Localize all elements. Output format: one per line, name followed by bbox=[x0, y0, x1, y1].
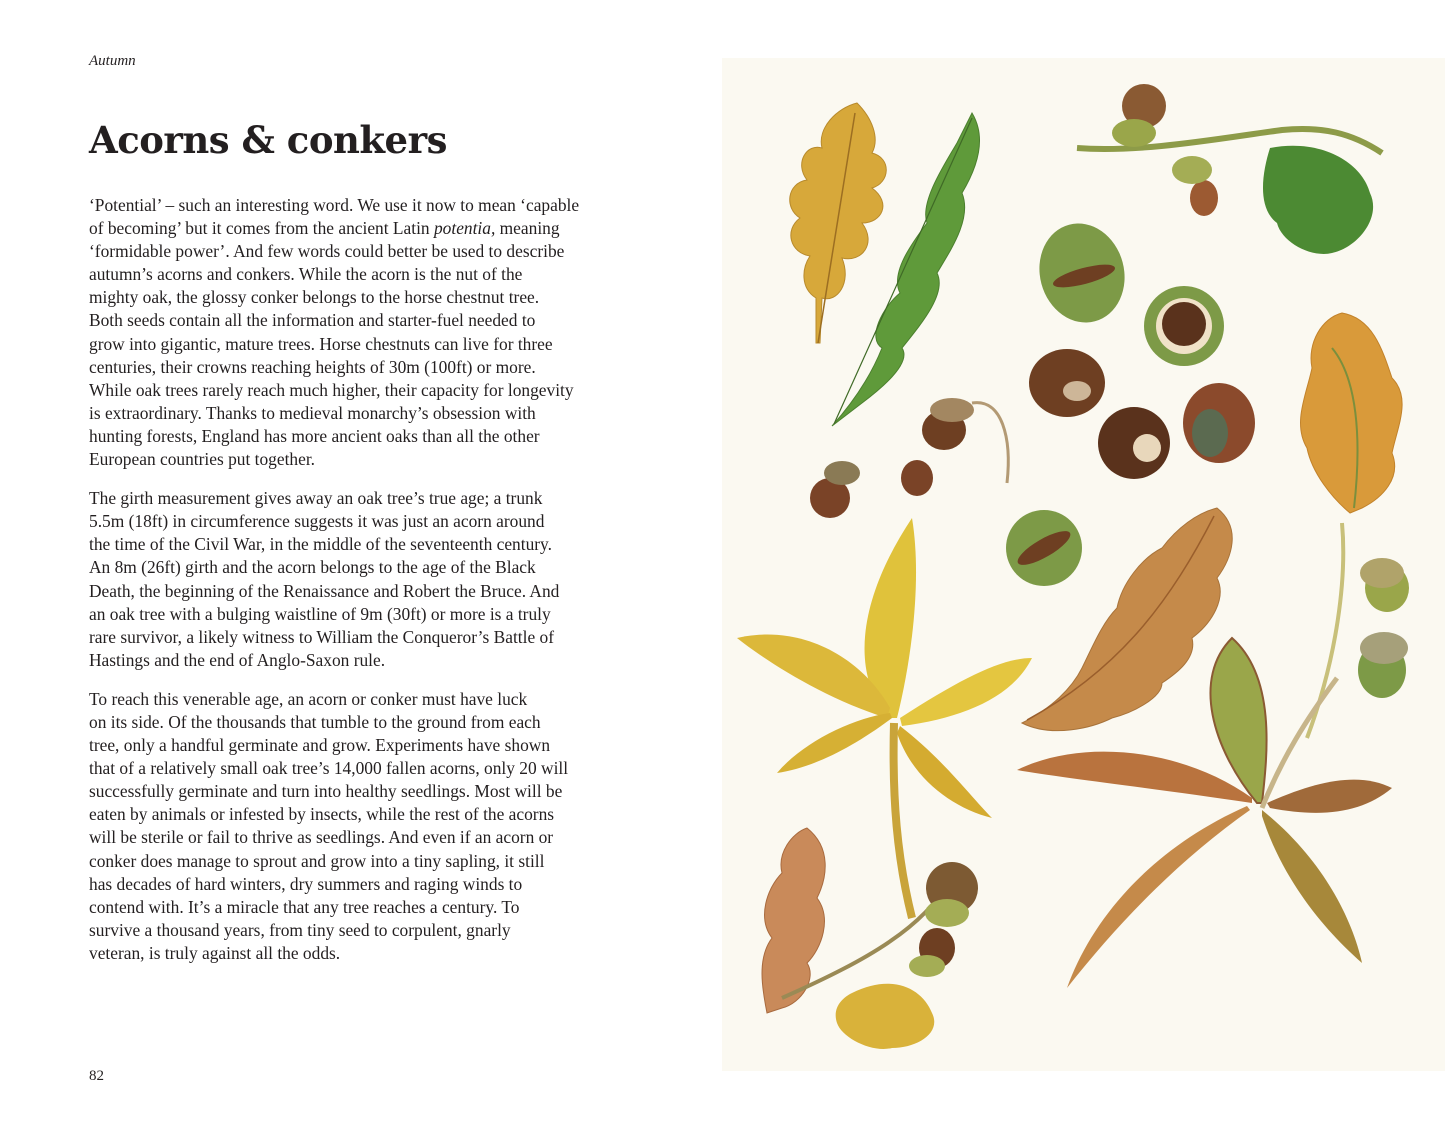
text-line bbox=[89, 626, 609, 649]
text-run: grow into gigantic, mature trees. Horse chestnuts can live for three bbox=[89, 333, 553, 354]
text-line bbox=[89, 896, 609, 919]
text-line bbox=[89, 448, 609, 471]
text-run: meaning bbox=[495, 218, 560, 239]
oak-sprig-with-acorns bbox=[762, 828, 978, 1049]
body-paragraph bbox=[89, 487, 609, 672]
text-run: Death, the beginning of the Renaissance and Robert the Bruce. And bbox=[89, 580, 560, 601]
text-run: on its side. Of the thousands that tumble to the ground from each bbox=[89, 711, 541, 732]
text-line bbox=[89, 688, 609, 711]
text-run: is extraordinary. Thanks to medieval monarchy’s obsession with bbox=[89, 402, 536, 423]
text-run: has decades of hard winters, dry summers and raging winds to bbox=[89, 873, 523, 894]
text-run: veteran, is truly against all the odds. bbox=[89, 942, 341, 963]
text-run: An 8m (26ft) girth and the acorn belongs to the age of the Black bbox=[89, 557, 536, 578]
text-run: survive a thousand years, from tiny seed to corpulent, gnarly bbox=[89, 919, 511, 940]
text-line bbox=[89, 402, 609, 425]
text-line bbox=[89, 286, 609, 309]
text-run: tree, only a handful germinate and grow. Experiments have shown bbox=[89, 735, 551, 756]
page-number: 82 bbox=[89, 1068, 104, 1084]
text-run: Hastings and the end of Anglo-Saxon rule. bbox=[89, 649, 386, 670]
text-line bbox=[89, 425, 609, 448]
text-line bbox=[89, 556, 609, 579]
text-line bbox=[89, 649, 609, 672]
text-run: centuries, their crowns reaching heights of 30m (100ft) or more. bbox=[89, 356, 536, 377]
text-line bbox=[89, 603, 609, 626]
text-line bbox=[89, 580, 609, 603]
text-line bbox=[89, 873, 609, 896]
text-line bbox=[89, 533, 609, 556]
text-run: contend with. It’s a miracle that any tree reaches a century. To bbox=[89, 896, 520, 917]
text-line bbox=[89, 734, 609, 757]
text-run: successfully germinate and turn into healthy seedlings. Most will be bbox=[89, 781, 563, 802]
text-line bbox=[89, 711, 609, 734]
text-line bbox=[89, 850, 609, 873]
text-line bbox=[89, 333, 609, 356]
text-run: Both seeds contain all the information and starter-fuel needed to bbox=[89, 310, 536, 331]
text-run: mighty oak, the glossy conker belongs to the horse chestnut tree. bbox=[89, 287, 540, 308]
text-line bbox=[89, 309, 609, 332]
article-body bbox=[89, 194, 609, 981]
text-run: will be sterile or fail to thrive as seedlings. And even if an acorn or bbox=[89, 827, 554, 848]
text-run: rare survivor, a likely witness to William the Conqueror’s Battle of bbox=[89, 626, 554, 647]
text-run: European countries put together. bbox=[89, 449, 316, 470]
body-paragraph bbox=[89, 194, 609, 471]
text-run: autumn’s acorns and conkers. While the acorn is the nut of the bbox=[89, 264, 523, 285]
text-line bbox=[89, 919, 609, 942]
text-run: conker does manage to sprout and grow into a tiny sapling, it still bbox=[89, 850, 545, 871]
text-line bbox=[89, 826, 609, 849]
text-run: While oak trees rarely reach much higher, their capacity for longevity bbox=[89, 379, 574, 400]
body-paragraph bbox=[89, 688, 609, 965]
text-line bbox=[89, 194, 609, 217]
text-run: 5.5m (18ft) in circumference suggests it was just an acorn around bbox=[89, 511, 545, 532]
text-line bbox=[89, 263, 609, 286]
text-run: ‘formidable power’. And few words could better be used to describe bbox=[89, 241, 565, 262]
botanical-illustration bbox=[722, 58, 1445, 1071]
text-run: the time of the Civil War, in the middle of the seventeenth century. bbox=[89, 534, 552, 555]
text-run: of becoming’ but it comes from the ancient Latin bbox=[89, 218, 434, 239]
text-run: To reach this venerable age, an acorn or conker must have luck bbox=[89, 688, 528, 709]
text-line bbox=[89, 487, 609, 510]
yellow-oak-leaf bbox=[790, 103, 887, 343]
text-line bbox=[89, 379, 609, 402]
text-line bbox=[89, 942, 609, 965]
text-run: The girth measurement gives away an oak tree’s true age; a trunk bbox=[89, 488, 543, 509]
orange-oak-leaf bbox=[1301, 313, 1403, 513]
text-run: ‘Potential’ – such an interesting word. We use it now to mean ‘capable bbox=[89, 195, 580, 215]
text-run: an oak tree with a bulging waistline of 9m (30ft) or more is a truly bbox=[89, 603, 551, 624]
text-line bbox=[89, 510, 609, 533]
running-head: Autumn bbox=[89, 53, 136, 69]
page-title: Acorns & conkers bbox=[89, 118, 447, 162]
text-run: eaten by animals or infested by insects, while the rest of the acorns bbox=[89, 804, 555, 825]
text-line bbox=[89, 217, 609, 240]
text-line bbox=[89, 803, 609, 826]
text-line bbox=[89, 757, 609, 780]
text-run: that of a relatively small oak tree’s 14,000 fallen acorns, only 20 will bbox=[89, 758, 569, 779]
text-run: hunting forests, England has more ancient oaks than all the other bbox=[89, 425, 540, 446]
text-line bbox=[89, 356, 609, 379]
italic-term: potentia, bbox=[433, 218, 496, 239]
text-line bbox=[89, 780, 609, 803]
acorn-twig bbox=[1077, 84, 1382, 254]
green-acorns bbox=[1307, 523, 1409, 738]
small-acorns bbox=[810, 398, 1008, 518]
text-line bbox=[89, 240, 609, 263]
